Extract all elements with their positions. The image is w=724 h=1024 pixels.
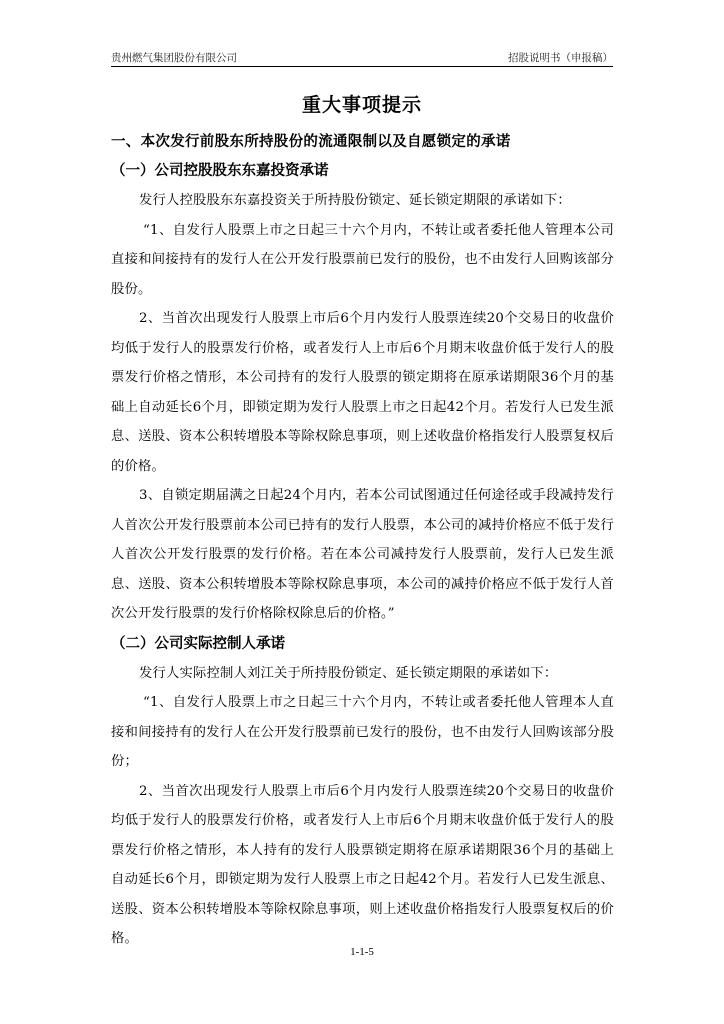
paragraph-commitment-1: “1、自发行人股票上市之日起三十六个月内，不转让或者委托他人管理本公司直接和间接持有的发行人在公开发行股票前已发行的股份，也不由发行人回购该部分股份。 [111, 222, 614, 297]
section-heading-1: 一、本次发行前股东所持股份的流通限制以及自愿锁定的承诺 [111, 134, 511, 150]
page-number: 1-1-5 [350, 946, 374, 958]
subsection-heading-controlling-shareholder: （一）公司控股股东东嘉投资承诺 [111, 163, 329, 179]
paragraph-controller-commitment-2: 2、当首次出现发行人股票上市后6个月内发行人股票连续20个交易日的收盘价均低于发行人的股票发行价格，或者发行人上市后6个月期末收盘价低于发行人的股票发行价格之情形，本人持有的发行人股票锁定期将在原承诺期限36个月的基础上自动延长6个月，即锁定期为发行人股票上市之日起42个月。若发行人已发生派息、送股、资本公积转增股本等除权除息事项，则上述收盘价格指发行人股票复权后的价格。 [111, 783, 614, 946]
subsection-heading-actual-controller: （二）公司实际控制人承诺 [111, 635, 285, 652]
paragraph-intro-actual-controller: 发行人实际控制人刘江关于所持股份锁定、延长锁定期限的承诺如下： [139, 665, 558, 681]
paragraph-commitment-2: 2、当首次出现发行人股票上市后6个月内发行人股票连续20个交易日的收盘价均低于发行人的股票发行价格，或者发行人上市后6个月期末收盘价低于发行人的股票发行价格之情形，本公司持有的发行人股票的锁定期将在原承诺期限36个月的基础上自动延长6个月，即锁定期为发行人股票上市之日起42个月。若发行人已发生派息、送股、资本公积转增股本等除权除息事项，则上述收盘价格指发行人股票复权后的价格。 [111, 311, 614, 474]
paragraph-intro-controlling-shareholder: 发行人控股股东东嘉投资关于所持股份锁定、延长锁定期限的承诺如下： [139, 193, 571, 208]
header-document-type: 招股说明书（申报稿） [508, 52, 613, 64]
page-header [111, 50, 613, 67]
paragraph-controller-commitment-1: “1、自发行人股票上市之日起三十六个月内，不转让或者委托他人管理本人直接和间接持有的发行人在公开发行股票前已发行的股份，也不由发行人回购该部分股份； [111, 695, 614, 769]
header-company-name: 贵州燃气集团股份有限公司 [111, 52, 237, 64]
document-body [111, 128, 614, 954]
paragraph-commitment-3: 3、自锁定期届满之日起24个月内，若本公司试图通过任何途径或手段减持发行人首次公开发行股票前本公司已持有的发行人股票，本公司的减持价格应不低于发行人首次公开发行股票的发行价格。若在本公司减持发行人股票前，发行人已发生派息、送股、资本公积转增股本等除权除息事项，本公司的减持价格应不低于发行人首次公开发行股票的发行价格除权除息后的价格。” [111, 488, 614, 621]
page-title: 重大事项提示 [301, 94, 422, 116]
